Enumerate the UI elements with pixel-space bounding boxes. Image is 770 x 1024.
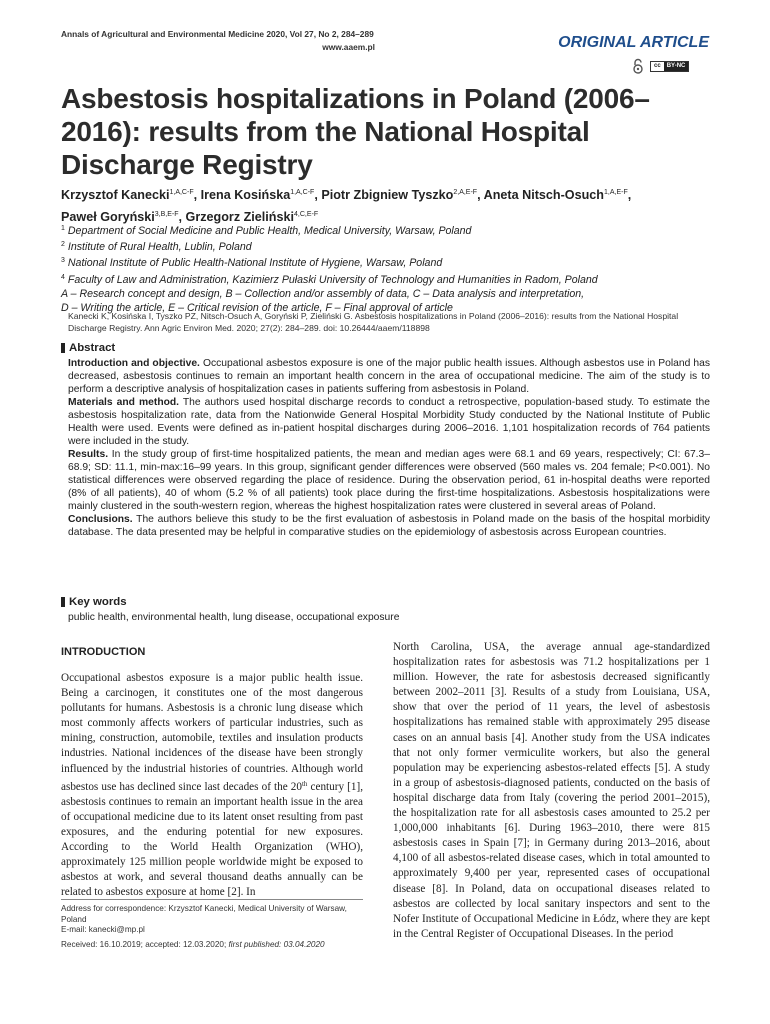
affiliation-text: Institute of Rural Health, Lublin, Poland (67, 241, 252, 254)
abstract-text: The authors believe this study to be the first evaluation of asbestosis in Poland made on the basis of the hospital morbidity database. The data presented may be helpful in comparative studies on the epidemiology of asbestosis across European countries. (68, 514, 710, 538)
section-marker-icon (61, 597, 65, 607)
abstract-label: Results. (68, 449, 109, 460)
author-line-2: Paweł Goryński$^{3,B,E-F}$, Grzegorz Zieliński$^{4,C,E-F}$ (61, 210, 319, 224)
author-line-1: Krzysztof Kanecki$^{1,A,C-F}$, Irena Kosińska$^{1,A,C-F}$, Piotr Zbigniew Tyszko$^{2,A,E-F}$, Aneta Nitsch-Osuch$^{1,A,E-F}$, (61, 188, 632, 202)
affiliation-item (61, 238, 721, 254)
author-affiliation-sup: 3,B,E-F (154, 211, 179, 218)
affiliation-number: 2 (61, 241, 65, 249)
affiliation-number: 3 (61, 257, 65, 265)
abstract-label: Materials and method. (68, 397, 180, 408)
abstract-conclusions (68, 513, 710, 539)
cc-badge-right: BY-NC (664, 62, 689, 71)
received-dates (61, 940, 371, 951)
article-title: Asbestosis hospitalizations in Poland (2006–2016): results from the National Hospital Discharge Registry (61, 83, 650, 180)
author-affiliation-sup: 1,A,C-F (290, 189, 315, 196)
affiliations (61, 222, 721, 315)
affiliation-text: Faculty of Law and Administration, Kazimierz Pułaski University of Technology and Humanities in Radom, Poland (67, 273, 598, 286)
keywords-text: public health, environmental health, lung disease, occupational exposure (68, 612, 400, 623)
author-name: Paweł Goryński (61, 210, 155, 224)
ordinal-sup: th (301, 779, 308, 788)
creative-commons-icon[interactable] (650, 61, 689, 72)
affiliation-text: National Institute of Public Health-National Institute of Hygiene, Warsaw, Poland (67, 257, 443, 270)
affiliation-text: Department of Social Medicine and Public Health, Medical University, Warsaw, Poland (67, 225, 472, 237)
affiliation-number: 1 (61, 225, 65, 232)
abstract-heading-text: Abstract (69, 342, 116, 354)
abstract-introduction (68, 357, 710, 396)
author-name: Krzysztof Kanecki (61, 188, 170, 202)
author-roles-line-1: A – Research concept and design, B – Collection and/or assembly of data, C – Data analysis and interpretation, (61, 287, 585, 300)
introduction-right-column: North Carolina, USA, the average annual age-standardized hospitalization rates for asbestosis was 71.2 hospitalizations per 1 million. However, the rate for asbestosis decreased significantly between 2002–2011 [3]. Results of a study from Louisiana, USA, show that over the period of 11 years, the level of asbestosis hospitalizations has remained stable with approximately 295 disease cases on an annual basis [4]. Another study from the USA indicates that not only former vermiculite workers, but also the general population may be experiencing asbestos-related effects [5]. A study in a group of asbestosis-diagnosed patients, conducted on the basis of hospital discharge data from Italy (covering the period 2001–2015), the hospitalization rate for all asbestosis cases amounted to 25.2 per 1,000,000 inhabitants [6]. During 1963–2010, there were 815 asbestosis cases in Spain [7]; in Germany during 2013–2016, about 4,100 of all asbestos-related disease cases, which in total amounted to approximately 9,400 per year, represented cases of occupational disease [8]. In Poland, data on occupational diseases related to asbestos are collected by local sanitary inspectors and sent to the Nofer Institute of Occupational Medicine in Łódz, where they are kept in the Central Register of Occupational Diseases. In the period (393, 641, 710, 940)
abstract-text: The authors used hospital discharge records to conduct a retrospective, population-based study. To estimate the asbestosis hospitalization rate, data from the Nationwide General Hospital Morbidity Study conducted by the National Institute of Public Health were used. Events were defined as in-patient hospital discharges during 2006–2016. 1,101 hospitalization records of 764 patients were included in the study. (68, 397, 710, 447)
author-list (61, 183, 711, 227)
affiliation-item (61, 271, 721, 287)
abstract-results (68, 448, 710, 513)
author-affiliation-sup: 4,C,E-F (294, 211, 319, 218)
body-text: century [1], asbestosis continues to remain an important health issue in the area of occupational medicine due to its latent onset resulting from past exposures, and the enduring potential for new exposures. According to the World Health Organization (WHO), approximately 125 million people worldwide might be exposed to asbestos at work, and several thousand deaths annually can be related to asbestos exposure at home [2]. In (61, 780, 364, 899)
body-text: Occupational asbestos exposure is a major public health issue. Being a carcinogen, it constitutes one of the most dangerous pollutants for humans. Asbestosis is a chronic lung disease which most commonly affects workers of particular industries, such as mining, construction, automobile, textiles and insulation products industries. National incidences of the disease have been strongly influenced by the industrial histories of countries. Although world asbestos use has declined since last decades of the 20 (61, 672, 363, 793)
license-badges (632, 58, 689, 74)
author-name: Piotr Zbigniew Tyszko (321, 188, 454, 202)
author-affiliation-sup: 2,A,E-F (453, 189, 478, 196)
correspondence-email[interactable]: E-mail: kanecki@mp.pl (61, 925, 145, 934)
open-access-lock-icon[interactable] (632, 58, 644, 74)
abstract-body (68, 357, 710, 539)
abstract-methods (68, 396, 710, 448)
section-marker-icon (61, 343, 65, 353)
abstract-text: In the study group of first-time hospitalized patients, the mean and median ages were 68.1 and 69 years, respectively; CI: 67.3–68.9; SD: 11.1, min-max:16–99 years. In this group, significant gender differences were observed (560 males vs. 204 female; P<0.001). No statistical differences were observed regarding the place of residence. During the observation period, 61 in-hospital deaths were reported (8% of all patients), 40 of whom (5.2 % of all patients) took place during the first-time hospitalizations. Asbestosis hospitalizations were mainly clustered in the south-western region, whereas the highest hospitalization rates were clustered in several areas of Poland. (68, 449, 710, 512)
abstract-label: Introduction and objective. (68, 358, 200, 369)
affiliation-item (61, 222, 721, 238)
keywords-heading-text: Key words (69, 596, 127, 608)
affiliation-item (61, 254, 721, 270)
introduction-left-column (61, 671, 363, 900)
author-name: Grzegorz Zieliński (185, 210, 295, 224)
author-roles-line-2: D – Writing the article, E – Critical revision of the article, F – Final approval of article (61, 302, 453, 315)
keywords-heading (61, 596, 127, 608)
received-text: Received: 16.10.2019; accepted: 12.03.2020; (61, 940, 229, 949)
author-affiliation-sup: 1,A,E-F (604, 189, 628, 196)
author-name: Aneta Nitsch-Osuch (483, 188, 604, 202)
correspondence-address: Address for correspondence: Krzysztof Kanecki, Medical University of Warsaw, Poland (61, 904, 347, 924)
affiliation-number: 4 (61, 273, 65, 281)
abstract-text: Occupational asbestos exposure is one of the major public health issues. Although asbestos use in Poland has decreased, asbestosis continues to remain an important health concern in the area of occupational medicine. The aim of the study is to perform a descriptive analysis of hospitalization cases in patients suffering from asbestosis in Poland. (68, 358, 710, 395)
citation-block: Kanecki K, Kosińska I, Tyszko PZ, Nitsch-Osuch A, Goryński P, Zieliński G. Asbestosis hospitalizations in Poland (2006–2016): results from the National Hospital Discharge Registry. Ann Agric Environ Med. 2020; 27(2): 284–289. doi: 10.26444/aaem/118898 (68, 311, 679, 333)
abstract-heading (61, 342, 115, 354)
author-name: Irena Kosińska (200, 188, 291, 202)
journal-citation-header: Annals of Agricultural and Environmental Medicine 2020, Vol 27, No 2, 284–289 (61, 29, 374, 39)
cc-badge-left: cc (651, 62, 664, 71)
correspondence-block (61, 904, 363, 936)
footnote-divider (61, 899, 363, 900)
first-published-text: first published: 03.04.2020 (228, 940, 325, 949)
author-affiliation-sup: 1,A,C-F (169, 189, 194, 196)
journal-website[interactable]: www.aaem.pl (322, 42, 375, 52)
introduction-heading: INTRODUCTION (61, 646, 146, 658)
abstract-label: Conclusions. (68, 514, 133, 525)
article-type-label: ORIGINAL ARTICLE (558, 34, 709, 51)
